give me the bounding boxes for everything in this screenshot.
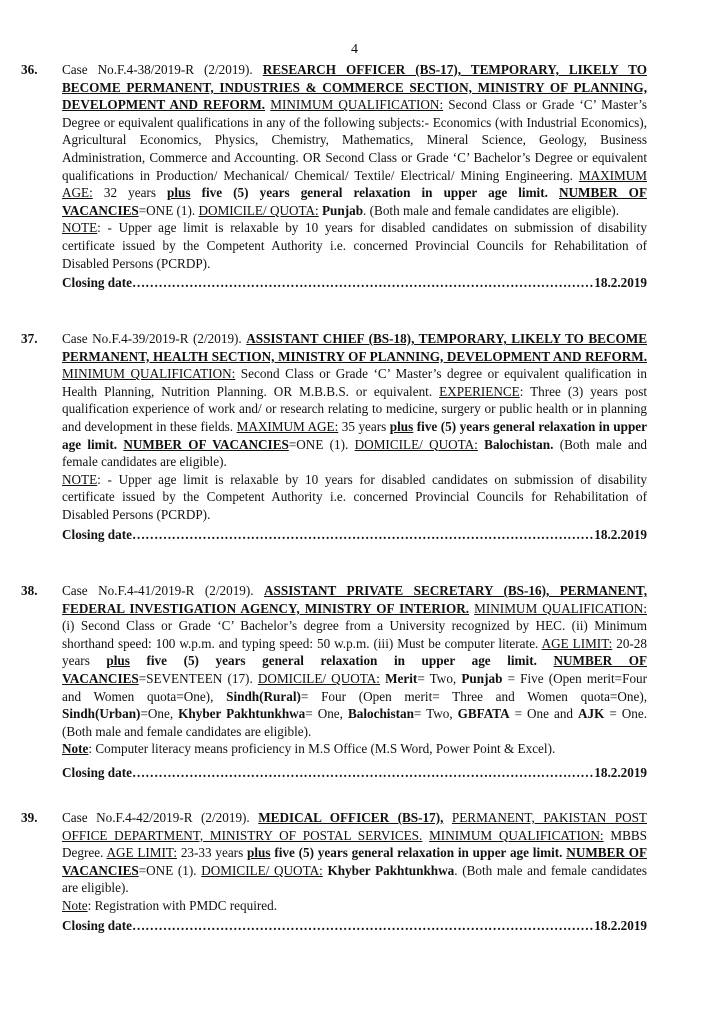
note-text: : - Upper age limit is relaxable by 10 years for disabled candidates on submission of disability certificate issued by the Competent Authority i.e. concerned Provincial Councils for Rehabilitation of Disabled Persons (PCRDP). — [62, 220, 647, 271]
note-label: NOTE — [62, 471, 98, 487]
qualification-text: Second Class or Grade ‘C’ Master’s Degree or equivalent qualifications in any of the following subjects:- Economics (with Industrial Economics), Agricultural Economics, Physics, Chemistry, Mathematics, Mineral Science, Geology, Business Administration, Commerce and Accounting. OR Second Class or Grade ‘C’ Bachelor’s Degree or equivalent qualifications in Production/ Mechanical/ Chemical/ Textile/ Electrical/ Mining Engineering. — [62, 97, 648, 183]
quota-merit-label: Merit — [385, 670, 418, 686]
domicile-text: (Both male and female candidates are eligible). — [62, 436, 648, 470]
post-title: RESEARCH OFFICER (BS-17), TEMPORARY, LIKELY TO BECOME PERMANENT, INDUSTRIES & COMMERCE SECTION, MINISTRY OF PLANNING, DEVELOPMENT AND REFORM. — [62, 62, 647, 113]
note-label: Note — [62, 897, 88, 913]
age-text: 35 years — [341, 418, 387, 434]
qualification-label: MINIMUM QUALIFICATION: — [474, 600, 647, 616]
closing-date: 18.2.2019 — [594, 275, 647, 291]
job-entry-39 — [21, 809, 647, 934]
qualification-text: (i) Second Class or Grade ‘C’ Bachelor’s degree from a University recognized by HEC. (ii) Minimum shorthand speed: 100 w.p.m. and typing speed: 50 w.p.m. (iii) Must be computer literate. — [62, 618, 647, 651]
age-text: 23-33 years — [180, 845, 244, 861]
qualification-text: Second Class or Grade ‘C’ Master’s degree or equivalent qualification in Health Planning, Nutrition Planning. OR M.B.B.S. or equivalent. — [62, 366, 647, 399]
vacancies-label: NUMBER OF VACANCIES — [62, 653, 648, 686]
closing-date: 18.2.2019 — [594, 917, 647, 933]
leader-dots — [132, 526, 593, 544]
vacancies-text: =ONE (1). — [288, 436, 349, 452]
note-text: : Registration with PMDC required. — [87, 897, 278, 913]
case-number: Case No.F.4-41/2019-R (2/2019). — [62, 583, 254, 598]
post-title: ASSISTANT PRIVATE SECRETARY (BS-16), PERMANENT, FEDERAL INVESTIGATION AGENCY, MINISTRY OF INTERIOR. — [62, 583, 647, 616]
domicile-text: . (Both male and female candidates are eligible). — [363, 202, 619, 218]
entry-body — [62, 809, 647, 934]
post-title-rest: PERMANENT, PAKISTAN POST OFFICE DEPARTMENT, MINISTRY OF POSTAL SERVICES. — [62, 810, 647, 843]
domicile-label: DOMICILE/ QUOTA: — [354, 436, 478, 452]
entry-body — [62, 61, 647, 292]
qualification-text: MBBS Degree. — [62, 827, 647, 861]
quota-ajk-text: = One. (Both male and female candidates are eligible). — [62, 706, 648, 739]
age-label: AGE LIMIT: — [541, 635, 613, 651]
plus-word: plus — [247, 845, 271, 861]
closing-date: 18.2.2019 — [594, 526, 647, 542]
vacancies-label: NUMBER OF VACANCIES — [62, 185, 647, 218]
job-entry-37 — [21, 330, 647, 543]
note-label: NOTE — [62, 220, 98, 236]
closing-date-label: Closing date — [62, 526, 132, 542]
age-text: 32 years — [103, 185, 156, 201]
domicile-label: DOMICILE/ QUOTA: — [257, 670, 380, 686]
vacancies-text: =ONE (1). — [138, 862, 197, 878]
domicile-province: Khyber Pakhtunkhwa — [327, 862, 455, 878]
age-label: AGE LIMIT: — [106, 845, 177, 861]
qualification-label: MINIMUM QUALIFICATION: — [270, 97, 444, 113]
case-number: Case No.F.4-39/2019-R (2/2019). — [62, 331, 242, 346]
note-text: : Computer literacy means proficiency in M.S Office (M.S Word, Power Point & Excel). — [88, 741, 556, 757]
entry-number: 39. — [21, 810, 38, 825]
quota-sindh-urban-label: Sindh(Urban) — [62, 706, 141, 722]
relaxation-text: five (5) years general relaxation in upper age limit. — [146, 653, 537, 669]
entry-number: 37. — [21, 331, 38, 346]
entry-body — [62, 582, 647, 782]
vacancies-label: NUMBER OF VACANCIES — [62, 845, 648, 878]
quota-punjab-label: Punjab — [461, 670, 503, 686]
quota-kp-label: Khyber Pakhtunkhwa — [178, 706, 306, 722]
quota-ajk-label: AJK — [578, 706, 605, 722]
page-number: 4 — [351, 42, 358, 57]
closing-date-row — [62, 274, 647, 292]
quota-kp-text: = One, — [305, 706, 343, 722]
plus-word: plus — [389, 418, 414, 434]
closing-date-label: Closing date — [62, 275, 132, 291]
closing-date-row — [62, 526, 647, 544]
vacancies-text: =SEVENTEEN (17). — [138, 670, 253, 686]
case-number: Case No.F.4-38/2019-R (2/2019). — [62, 62, 253, 77]
quota-gbfata-label: GBFATA — [457, 706, 510, 722]
plus-word: plus — [167, 185, 191, 201]
closing-date-label: Closing date — [62, 917, 132, 933]
domicile-province: Punjab — [322, 202, 364, 218]
domicile-label: DOMICILE/ QUOTA: — [201, 862, 323, 878]
qualification-label: MINIMUM QUALIFICATION: — [62, 366, 236, 382]
vacancies-label: NUMBER OF VACANCIES — [123, 436, 289, 452]
quota-sindh-urban-text: =One, — [140, 706, 174, 722]
quota-punjab-text: = Five (Open merit=Four and Women quota=One), — [62, 670, 648, 704]
case-number: Case No.F.4-42/2019-R (2/2019). — [62, 810, 250, 825]
qualification-label: MINIMUM QUALIFICATION: — [429, 827, 604, 843]
experience-text: : Three (3) years post qualification experience of work and/ or research relating to medicine, surgery or public health or in planning and development in these fields. — [62, 383, 648, 434]
domicile-province: Balochistan. — [484, 436, 554, 452]
age-text: 20-28 years — [62, 635, 647, 669]
relaxation-text: five (5) years general relaxation in upper age limit. — [62, 418, 648, 452]
leader-dots — [132, 917, 593, 935]
closing-date: 18.2.2019 — [594, 764, 647, 780]
vacancies-text: =ONE (1). — [138, 202, 196, 218]
job-entry-36 — [21, 61, 647, 292]
quota-balochistan-text: = Two, — [413, 706, 453, 722]
post-title: MEDICAL OFFICER (BS-17), — [258, 810, 444, 825]
domicile-text: . (Both male and female candidates are eligible). — [62, 862, 648, 896]
experience-label: EXPERIENCE — [439, 383, 520, 399]
quota-sindh-rural-label: Sindh(Rural) — [226, 688, 301, 704]
closing-date-row — [62, 764, 647, 782]
job-entry-38 — [21, 582, 647, 782]
age-label: MAXIMUM AGE: — [236, 418, 339, 434]
closing-date-label: Closing date — [62, 764, 132, 780]
entry-body — [62, 330, 647, 543]
quota-sindh-rural-text: = Four (Open merit= Three and Women quota=One), — [300, 688, 648, 704]
plus-word: plus — [106, 653, 130, 669]
post-title: ASSISTANT CHIEF (BS-18), TEMPORARY, LIKELY TO BECOME PERMANENT, HEALTH SECTION, MINISTRY OF PLANNING, DEVELOPMENT AND REFORM. — [62, 331, 647, 364]
quota-balochistan-label: Balochistan — [347, 706, 414, 722]
note-label: Note — [62, 741, 89, 757]
relaxation-text: five (5) years general relaxation in upper age limit. — [201, 185, 548, 201]
leader-dots — [132, 274, 593, 292]
domicile-label: DOMICILE/ QUOTA: — [198, 202, 319, 218]
entry-number: 38. — [21, 583, 38, 598]
leader-dots — [132, 764, 593, 782]
entry-number: 36. — [21, 62, 38, 77]
age-label: MAXIMUM AGE: — [62, 167, 647, 201]
relaxation-text: five (5) years general relaxation in upper age limit. — [274, 845, 563, 861]
closing-date-row — [62, 917, 647, 935]
quota-gbfata-text: = One and — [514, 706, 574, 722]
quota-merit-text: = Two, — [417, 670, 457, 686]
note-text: : - Upper age limit is relaxable by 10 years for disabled candidates on submission of disability certificate issued by the Competent Authority i.e. concerned Provincial Councils for Rehabilitation of Disabled Persons (PCRDP). — [62, 471, 647, 522]
